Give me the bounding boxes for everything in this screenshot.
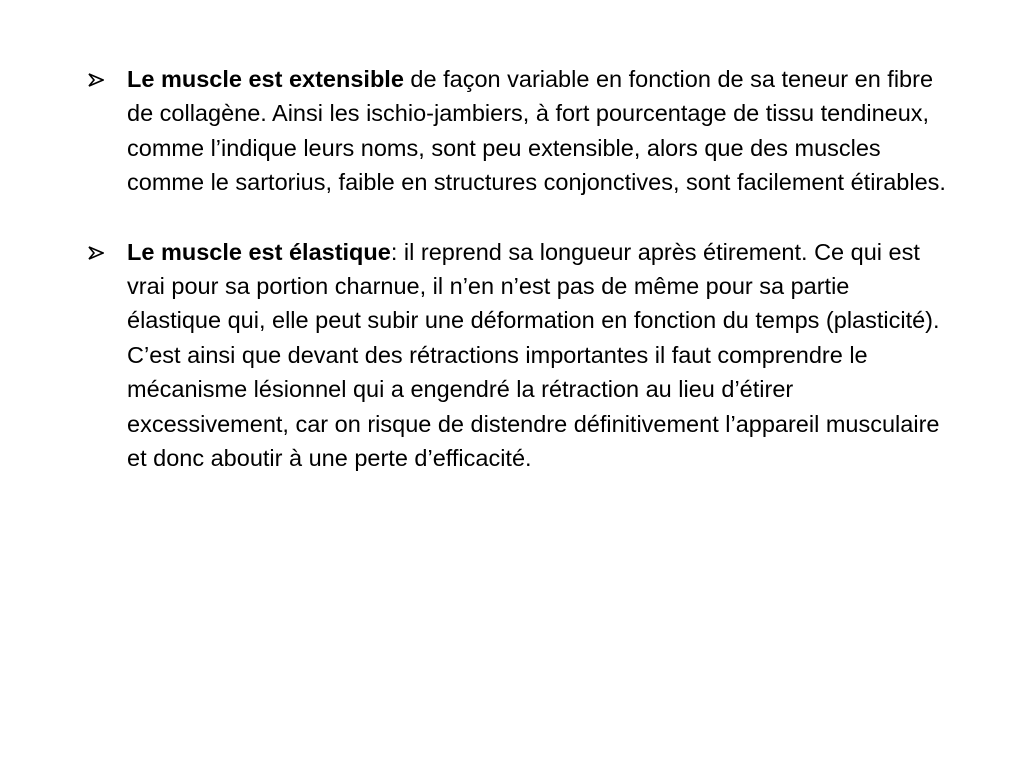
bullet-lead-elastique: Le muscle est élastique [127, 238, 391, 265]
bullet-list [88, 62, 948, 475]
bullet-text-extensible: de façon variable en fonction de sa teneur en fibre de collagène. Ainsi les ischio-jambiers, à fort pourcentage de tissu tendineux, comme l’indique leurs noms, sont peu extensible, alors que des muscles comme le sartorius, faible en structures conjonctives, sont facilement étirables. [127, 66, 946, 196]
arrow-bullet-icon [88, 73, 104, 87]
arrow-bullet-icon [88, 246, 104, 260]
bullet-item-elastique [88, 235, 948, 476]
bullet-item-extensible [88, 62, 948, 200]
bullet-lead-extensible: Le muscle est extensible [127, 66, 404, 92]
bullet-text-elastique: : il reprend sa longueur après étirement. Ce qui est vrai pour sa portion charnue, il n’en n’est pas de même pour sa partie élastique qui, elle peut subir une déformation en fonction du temps (plasticité). C’est ainsi que devant des rétractions importantes il faut comprendre le mécanisme lésionnel qui a engendré la rétraction au lieu d’étirer excessivement, car on risque de distendre définitivement l’appareil musculaire et donc aboutir à une perte d’efficacité. [127, 238, 940, 472]
